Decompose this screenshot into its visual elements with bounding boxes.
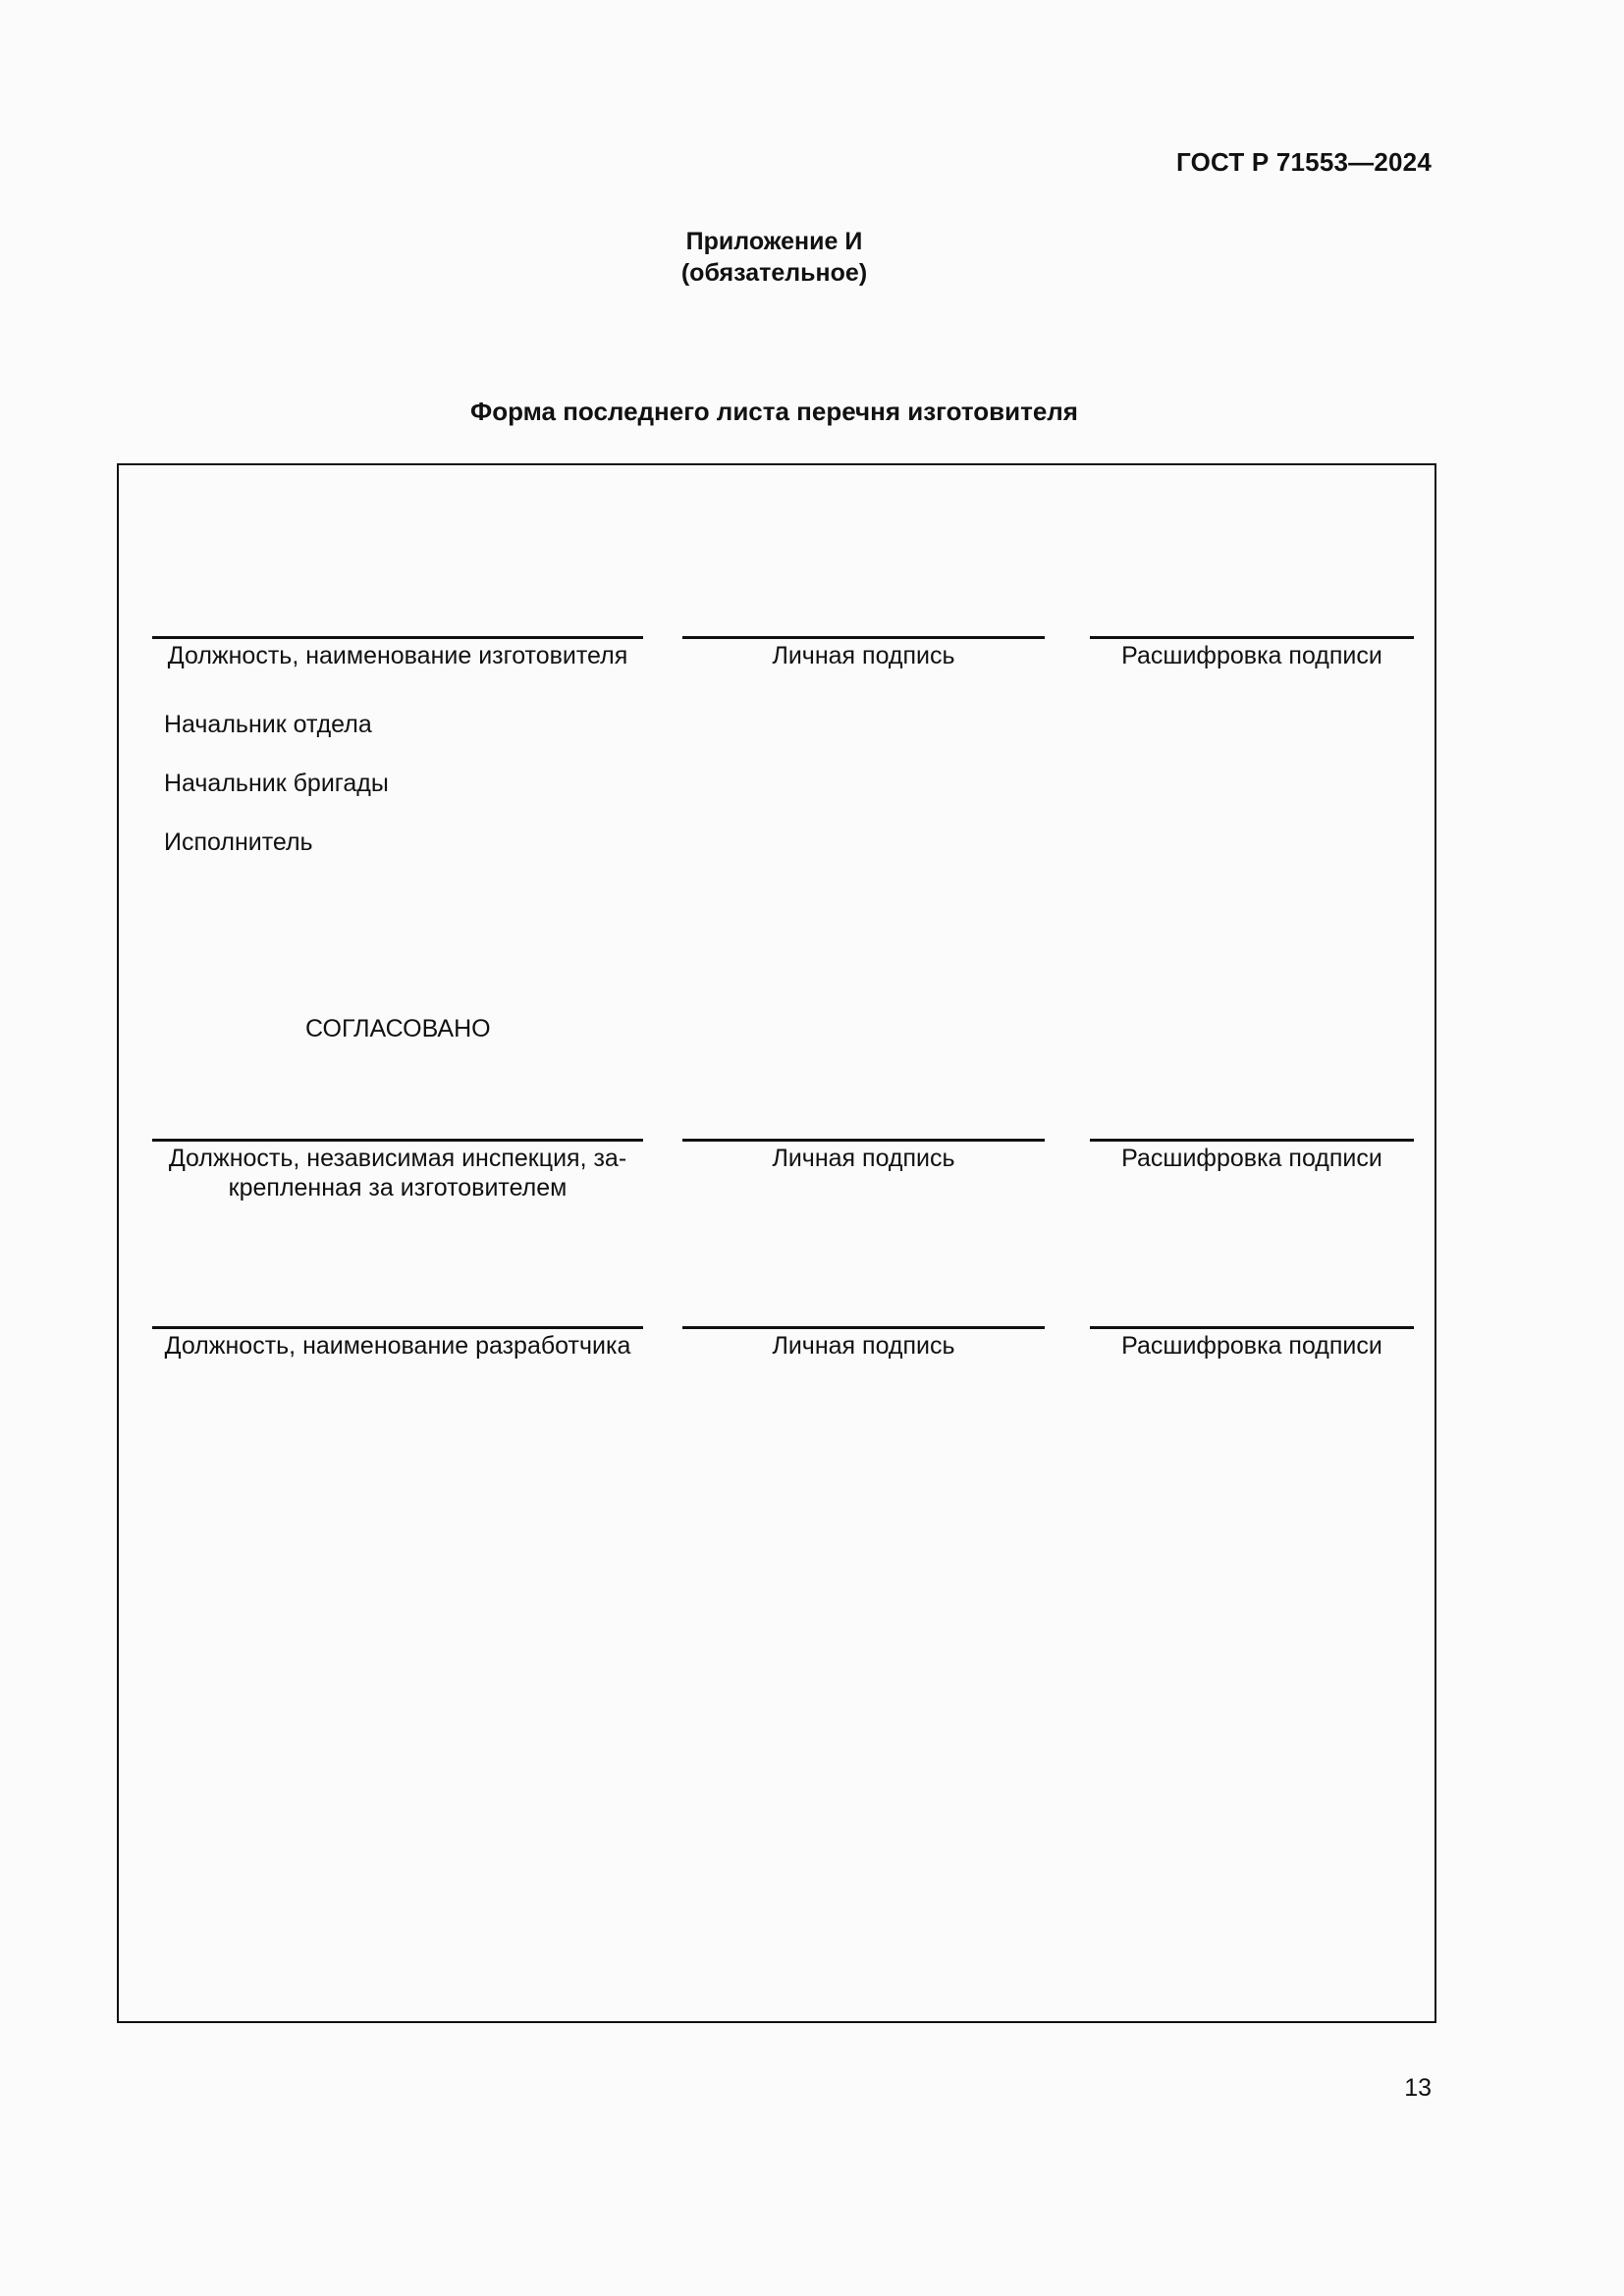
decoding-line-2 [1090,1139,1414,1142]
decoding-line-1 [1090,636,1414,639]
signature-line-2 [682,1139,1045,1142]
caption-position-3: Должность, наименование разработчика [164,1332,631,1360]
annex-status: (обязательное) [680,259,868,287]
role-department-head: Начальник отдела [164,711,372,738]
role-team-head: Начальник бригады [164,770,389,797]
annex-title: Приложение И [685,228,863,255]
decoding-line-3 [1090,1326,1414,1329]
position-line-3 [152,1326,643,1329]
caption-position-2-line1: Должность, независимая инспекция, за- [168,1145,627,1172]
position-line-1 [152,636,643,639]
position-line-2 [152,1139,643,1142]
caption-signature-1: Личная подпись [772,642,955,669]
caption-position-2-line2: крепленная за изготовителем [228,1174,568,1201]
signature-line-3 [682,1326,1045,1329]
page-number: 13 [1404,2074,1432,2102]
annex-heading [0,226,1548,289]
caption-signature-2: Личная подпись [772,1145,955,1172]
agreed-label: СОГЛАСОВАНО [305,1015,491,1042]
form-title: Форма последнего листа перечня изготовителя [470,397,1078,426]
caption-position-2 [152,1144,643,1202]
caption-decoding-2: Расшифровка подписи [1121,1145,1382,1172]
signature-line-1 [682,636,1045,639]
form-frame [117,463,1436,2023]
caption-decoding-1: Расшифровка подписи [1121,642,1382,669]
caption-decoding-3: Расшифровка подписи [1121,1332,1382,1360]
caption-position-1: Должность, наименование изготовителя [167,642,628,669]
caption-signature-3: Личная подпись [772,1332,955,1360]
standard-code: ГОСТ Р 71553—2024 [1176,147,1432,177]
role-executor: Исполнитель [164,828,313,856]
